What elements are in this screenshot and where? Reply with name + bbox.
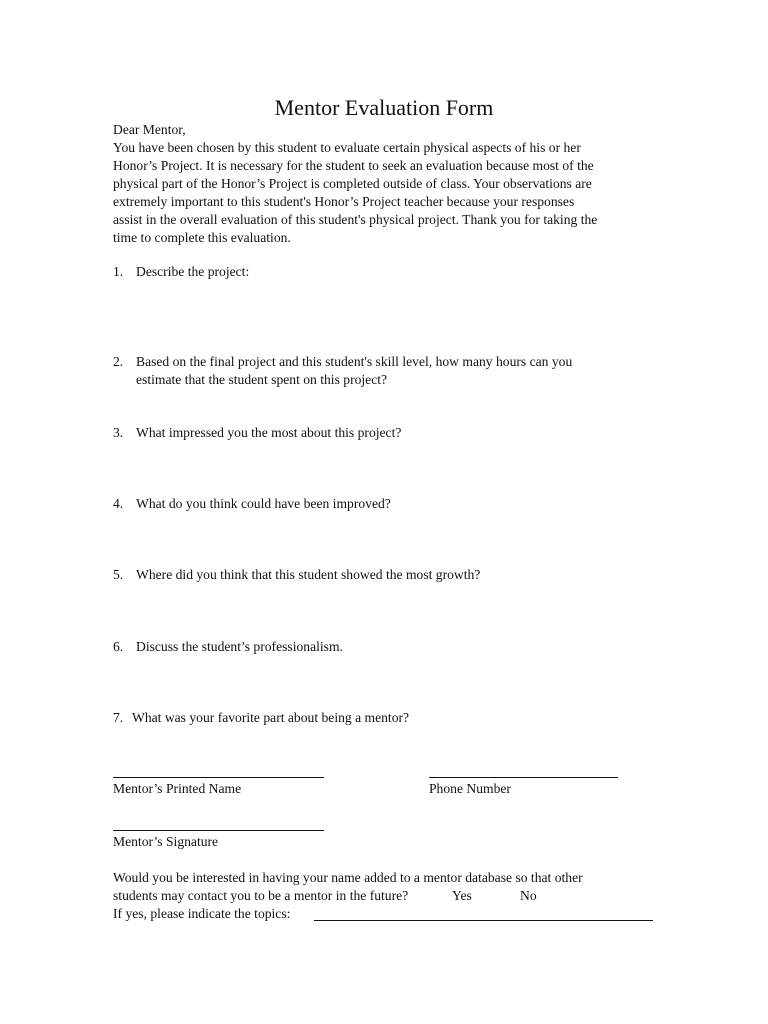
page-title: Mentor Evaluation Form [274,95,494,120]
intro-line: You have been chosen by this student to evaluate certain physical aspects of his or her [113,140,581,155]
question-text: What impressed you the most about this project? [136,425,402,440]
signature-label: Mentor’s Signature [113,834,219,849]
database-question-line: Would you be interested in having your name added to a mentor database so that other [113,870,583,885]
no-option[interactable]: No [520,888,537,903]
question-text: Based on the final project and this student's skill level, how many hours can you [136,354,573,369]
question-number: 3. [113,425,124,440]
question-text: Where did you think that this student showed the most growth? [136,567,481,582]
database-question-text: students may contact you to be a mentor in the future? [113,888,409,903]
question-number: 5. [113,567,124,582]
intro-line: Honor’s Project. It is necessary for the student to seek an evaluation because most of the [113,158,594,173]
topics-label: If yes, please indicate the topics: [113,906,291,921]
printed-name-label: Mentor’s Printed Name [113,781,242,796]
question-number: 7. [113,710,124,725]
question-number: 1. [113,264,124,279]
question-6 [113,638,343,656]
signature-line[interactable] [113,830,324,831]
question-text: Describe the project: [136,264,250,279]
printed-name-line[interactable] [113,777,324,778]
intro-line: extremely important to this student's Honor’s Project teacher because your responses [113,194,575,209]
question-2 [113,353,572,389]
question-3 [113,424,401,442]
question-number: 4. [113,496,124,511]
question-text: What do you think could have been improved? [136,496,391,511]
topics-line[interactable] [314,920,653,921]
question-number: 2. [113,354,124,369]
intro-line: physical part of the Honor’s Project is completed outside of class. Your observations are [113,176,592,191]
question-4 [113,495,391,513]
question-number: 6. [113,639,124,654]
phone-number-line[interactable] [429,777,618,778]
database-question-line [113,887,408,905]
intro-line: time to complete this evaluation. [113,230,291,245]
question-text: Discuss the student’s professionalism. [136,639,343,654]
intro-paragraph [113,121,658,247]
question-5 [113,566,480,584]
question-1 [113,263,249,281]
greeting: Dear Mentor, [113,122,186,137]
phone-number-label: Phone Number [429,781,511,796]
yes-option[interactable]: Yes [452,888,472,903]
question-text: What was your favorite part about being a mentor? [132,710,410,725]
question-7 [113,709,409,727]
question-text: estimate that the student spent on this project? [136,372,388,387]
intro-line: assist in the overall evaluation of this student's physical project. Thank you for taking the [113,212,598,227]
